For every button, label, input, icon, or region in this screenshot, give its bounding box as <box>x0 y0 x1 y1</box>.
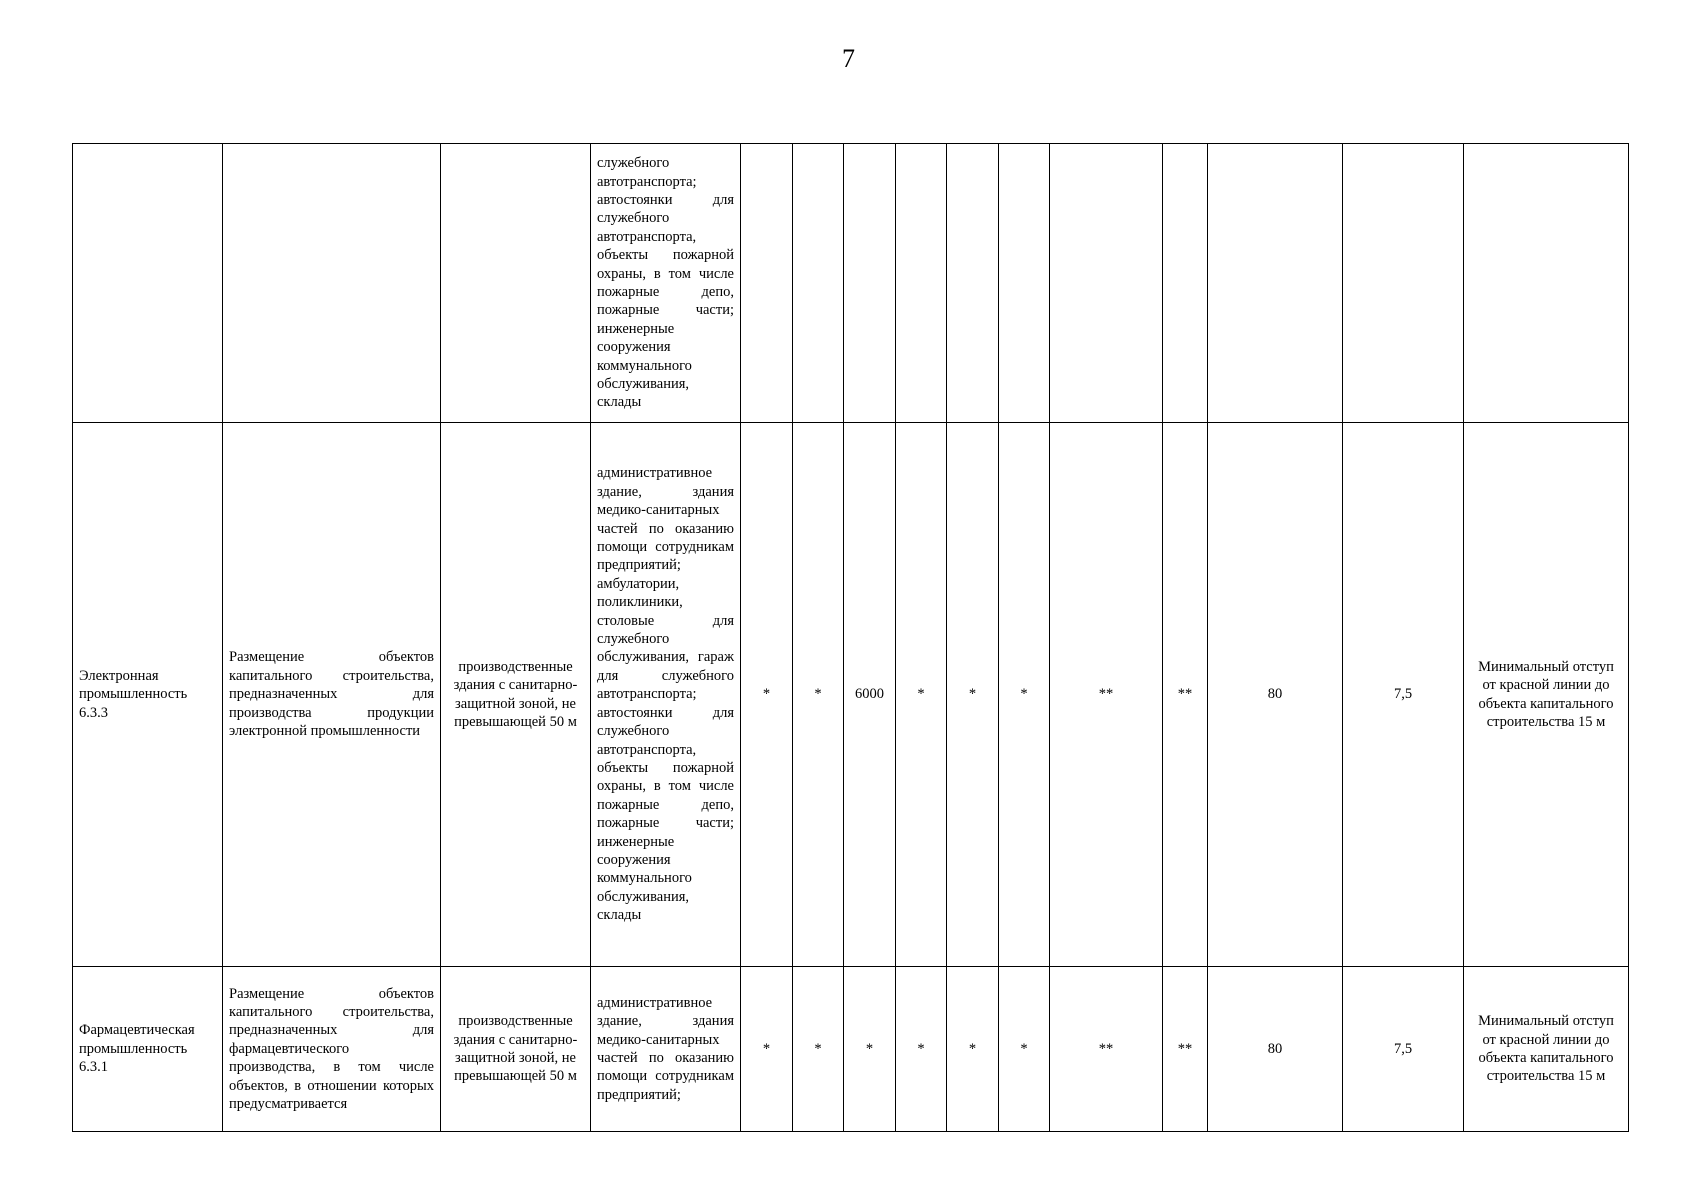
value-cell: 80 <box>1208 967 1343 1132</box>
main-buildings-cell <box>441 144 591 423</box>
value-cell: * <box>947 423 999 967</box>
main-buildings-cell: производственные здания с санитарно-защитной зоной, не превышающей 50 м <box>441 967 591 1132</box>
land-use-regulations-table <box>72 143 1629 1132</box>
value-cell <box>793 144 844 423</box>
value-cell <box>1208 144 1343 423</box>
table-row <box>73 423 1629 967</box>
note-cell: Минимальный отступ от красной линии до объекта капитального строительства 15 м <box>1464 967 1629 1132</box>
table-row <box>73 967 1629 1132</box>
value-cell: * <box>793 423 844 967</box>
table-row <box>73 144 1629 423</box>
value-cell: ** <box>1163 423 1208 967</box>
value-cell: 7,5 <box>1343 423 1464 967</box>
value-cell: * <box>999 967 1050 1132</box>
land-use-description-cell <box>223 144 441 423</box>
value-cell: * <box>844 967 896 1132</box>
land-use-description-cell: Размещение объектов капитального строительства, предназначенных для производства продукции электронной промышленности <box>223 423 441 967</box>
value-cell <box>1163 144 1208 423</box>
value-cell: ** <box>1050 423 1163 967</box>
value-cell: * <box>741 423 793 967</box>
value-cell <box>999 144 1050 423</box>
note-cell: Минимальный отступ от красной линии до объекта капитального строительства 15 м <box>1464 423 1629 967</box>
note-cell <box>1464 144 1629 423</box>
land-use-name-cell: Фармацевтическая промышленность 6.3.1 <box>73 967 223 1132</box>
value-cell: * <box>947 967 999 1132</box>
value-cell: 80 <box>1208 423 1343 967</box>
value-cell: 6000 <box>844 423 896 967</box>
page-number: 7 <box>842 44 855 73</box>
value-cell: ** <box>1163 967 1208 1132</box>
value-cell: ** <box>1050 967 1163 1132</box>
value-cell: * <box>896 423 947 967</box>
value-cell <box>844 144 896 423</box>
value-cell: * <box>896 967 947 1132</box>
auxiliary-uses-cell: служебного автотранспорта; автостоянки для служебного автотранспорта, объекты пожарной охраны, в том числе пожарные депо, пожарные части; инженерные сооружения коммунального обслуживания, склады <box>591 144 741 423</box>
auxiliary-uses-cell: административное здание, здания медико-санитарных частей по оказанию помощи сотрудникам предприятий; амбулатории, поликлиники, столовые для служебного обслуживания, гараж для служебного автотранспорта; автостоянки для служебного автотранспорта, объекты пожарной охраны, в том числе пожарные депо, пожарные части; инженерные сооружения коммунального обслуживания, склады <box>591 423 741 967</box>
value-cell: * <box>793 967 844 1132</box>
value-cell: 7,5 <box>1343 967 1464 1132</box>
value-cell <box>1343 144 1464 423</box>
value-cell <box>1050 144 1163 423</box>
land-use-description-cell: Размещение объектов капитального строительства, предназначенных для фармацевтического производства, в том числе объектов, в отношении которых предусматривается <box>223 967 441 1132</box>
value-cell <box>947 144 999 423</box>
value-cell: * <box>999 423 1050 967</box>
value-cell: * <box>741 967 793 1132</box>
main-buildings-cell: производственные здания с санитарно-защитной зоной, не превышающей 50 м <box>441 423 591 967</box>
auxiliary-uses-cell: административное здание, здания медико-санитарных частей по оказанию помощи сотрудникам предприятий; <box>591 967 741 1132</box>
land-use-name-cell: Электронная промышленность 6.3.3 <box>73 423 223 967</box>
value-cell <box>896 144 947 423</box>
land-use-name-cell <box>73 144 223 423</box>
value-cell <box>741 144 793 423</box>
